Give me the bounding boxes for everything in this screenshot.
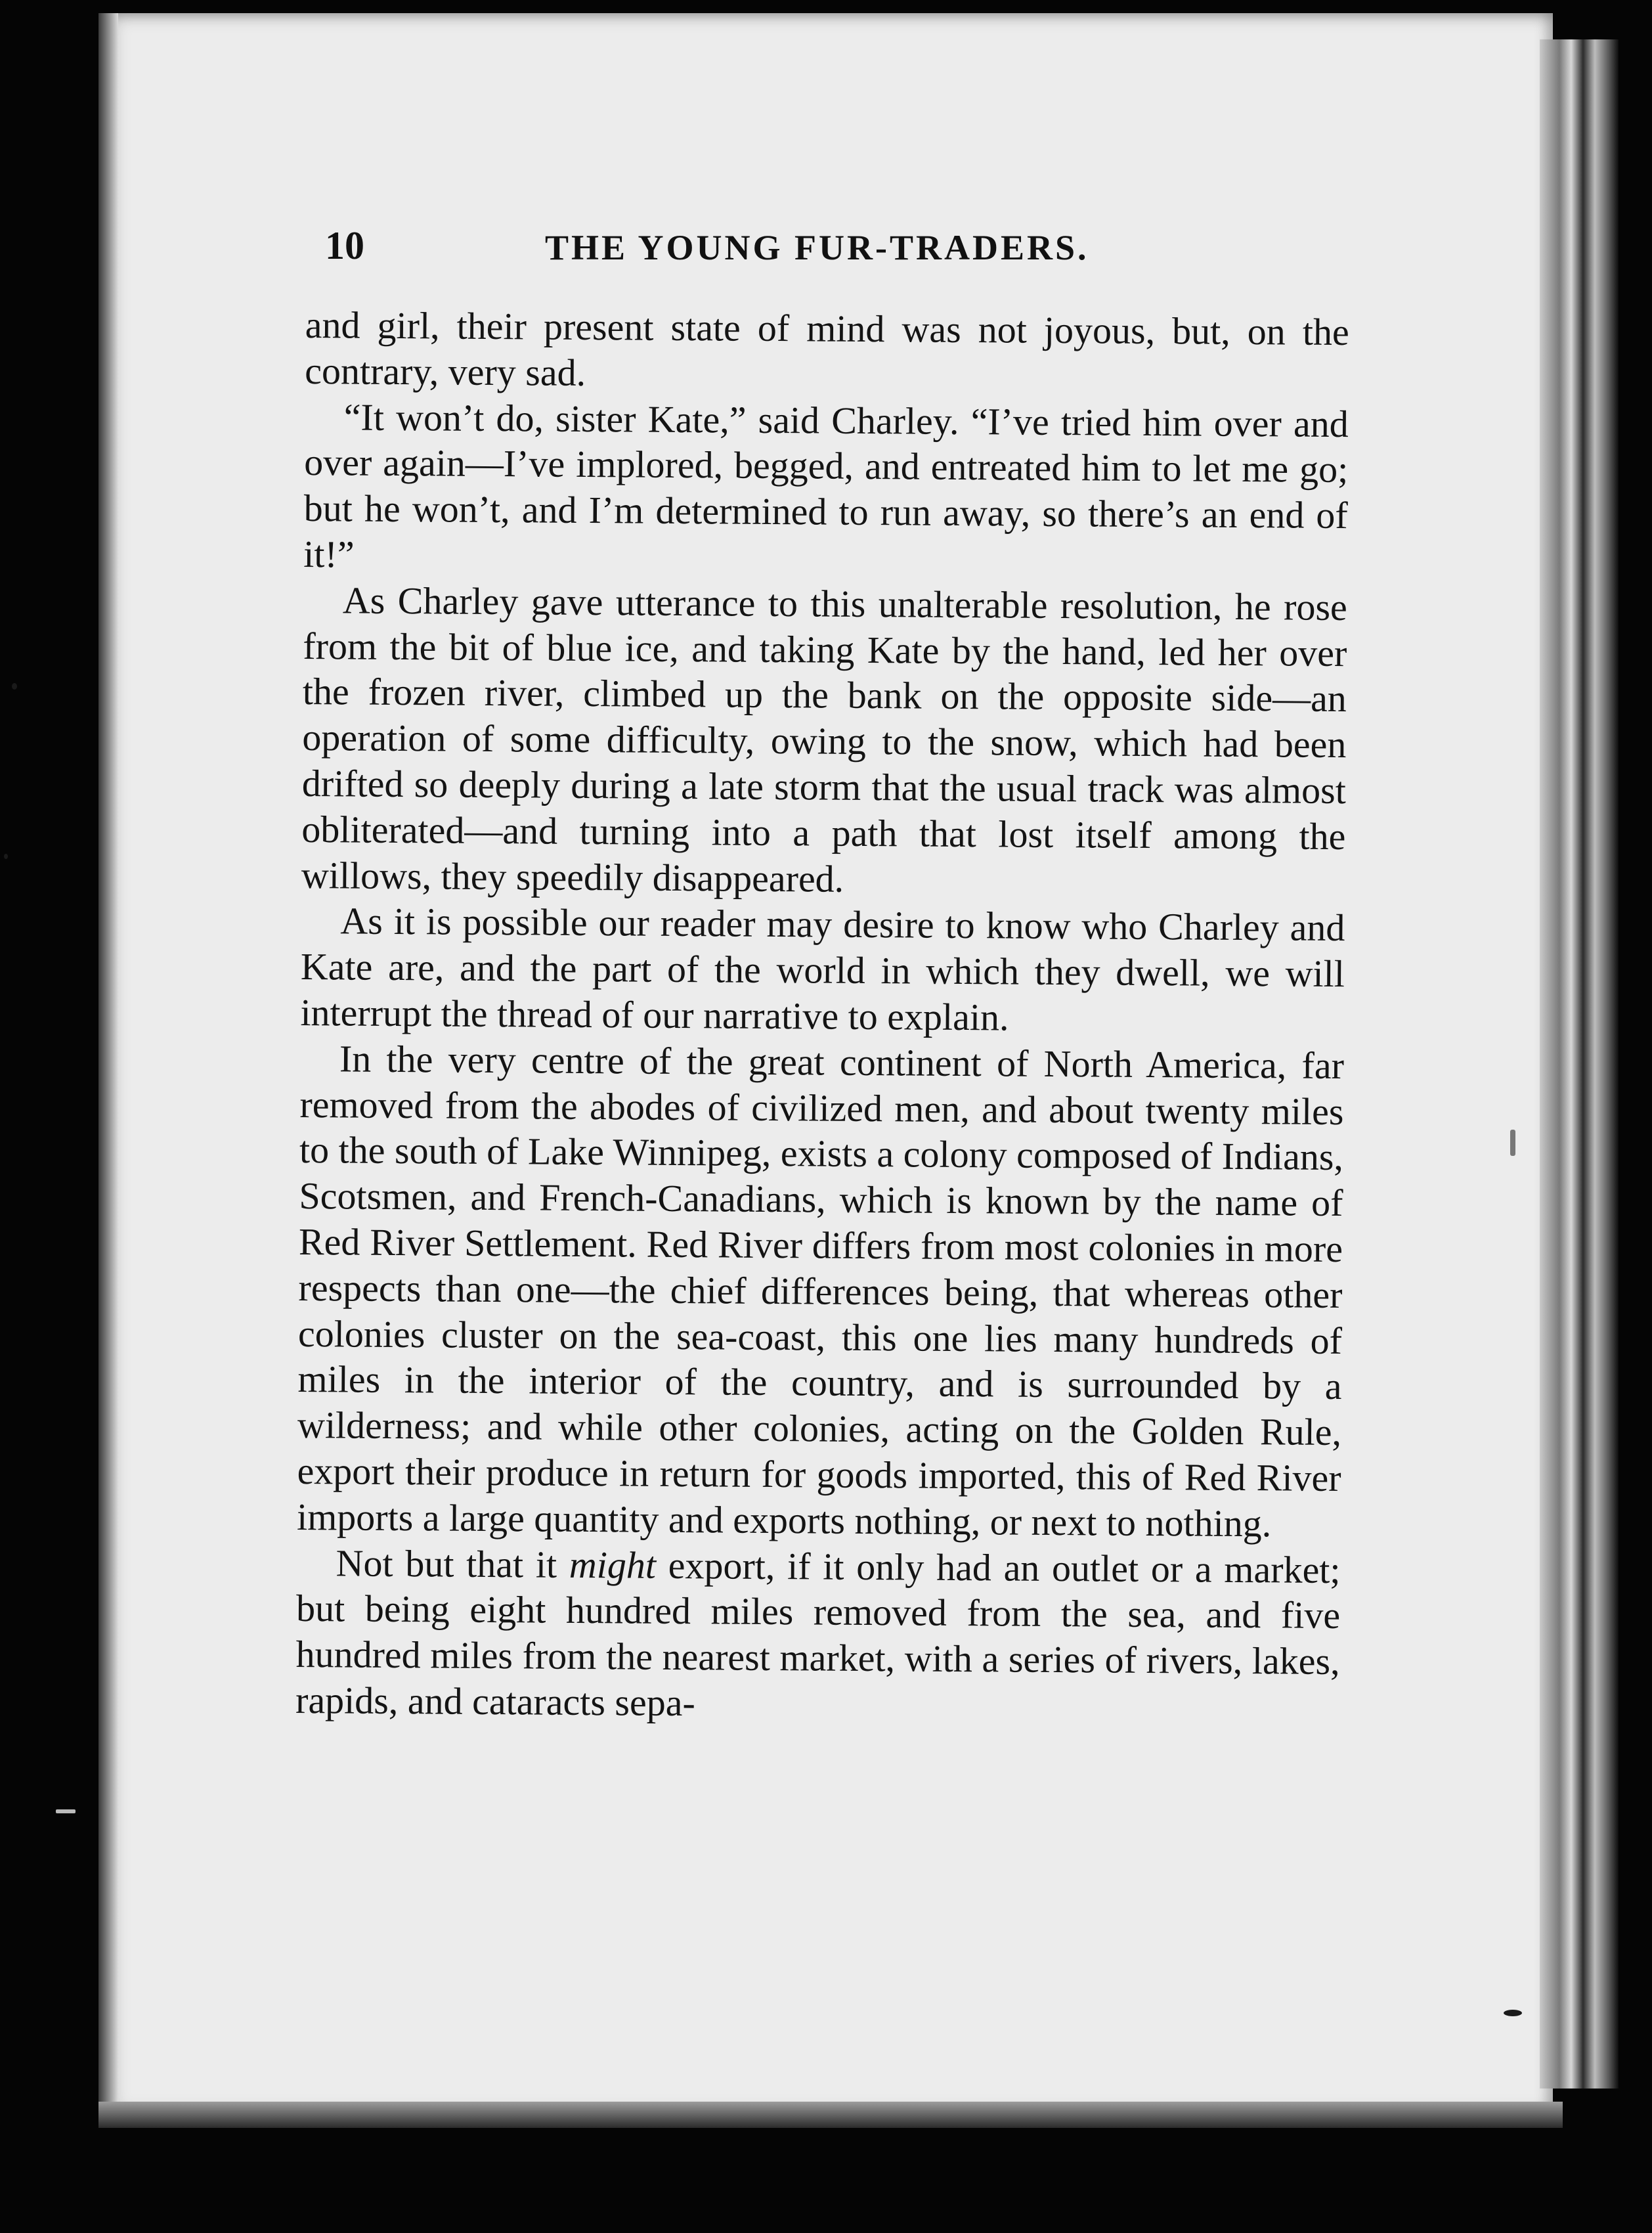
- page-edge-stack: [1540, 39, 1619, 2089]
- page-header: [325, 223, 1162, 276]
- body-text: [295, 302, 1349, 1731]
- scan-speck: [1510, 1130, 1515, 1156]
- emphasis-text: might: [569, 1543, 657, 1587]
- paragraph: “It won’t do, sister Kate,” said Charley. “I’ve tried him over and over again—I’ve implored, begged, and entreated him to let me go; but he won’t, and I’m determined to run away, so there’s an end of it!”: [303, 395, 1349, 576]
- paragraph: In the very centre of the great continent of North America, far removed from the abodes of civilized men, and about twenty miles to the south of Lake Winnipeg, exists a colony composed of Indians, Scotsmen, and French-Canadians, which is known by the name of Red River Settlement. Red River differs from most colonies in more respects than one—the chief differences being, that whereas other colonies cluster on the sea-coast, this one lies many hundreds of miles in the interior of the country, and is surrounded by a wilderness; and while other colonies, acting on the Golden Rule, export their produce in return for goods imported, this of Red River imports a large quantity and exports nothing, or next to nothing.: [296, 1037, 1345, 1545]
- paragraph: As Charley gave utterance to this unalterable resolution, he rose from the bit of blue ice, and taking Kate by the hand, led her over the frozen river, climbed up the bank on the opposite side—an operation of some difficulty, owing to the snow, which had been drifted so deeply during a late storm that the usual track was almost obliterated—and turning into a path that lost itself among the willows, they speedily disappeared.: [301, 579, 1348, 900]
- scan-speck: [56, 1809, 76, 1813]
- running-title: THE YOUNG FUR-TRADERS.: [545, 228, 1089, 267]
- text-run: Not but that it: [336, 1541, 570, 1586]
- page-gutter-shadow: [98, 13, 118, 2115]
- paragraph: and girl, their present state of mind was not joyous, but, on the contrary, very sad.: [305, 303, 1349, 394]
- page-bottom-edge: [98, 2102, 1563, 2128]
- paragraph: [295, 1539, 1341, 1730]
- scan-speck: [12, 683, 17, 690]
- scan-speck: [1504, 2010, 1522, 2016]
- text-run: export, if it only had an outlet or a market; but being eight hundred miles removed from the sea, and five hundred miles from the nearest market, with a series of rivers, lakes, rapids, and cataracts sepa-: [295, 1543, 1341, 1725]
- scan-speck: [4, 854, 8, 859]
- page-number: 10: [325, 224, 364, 267]
- paragraph: As it is possible our reader may desire to know who Charley and Kate are, and the part of the world in which they dwell, we will interrupt the thread of our narrative to explain.: [300, 899, 1345, 1039]
